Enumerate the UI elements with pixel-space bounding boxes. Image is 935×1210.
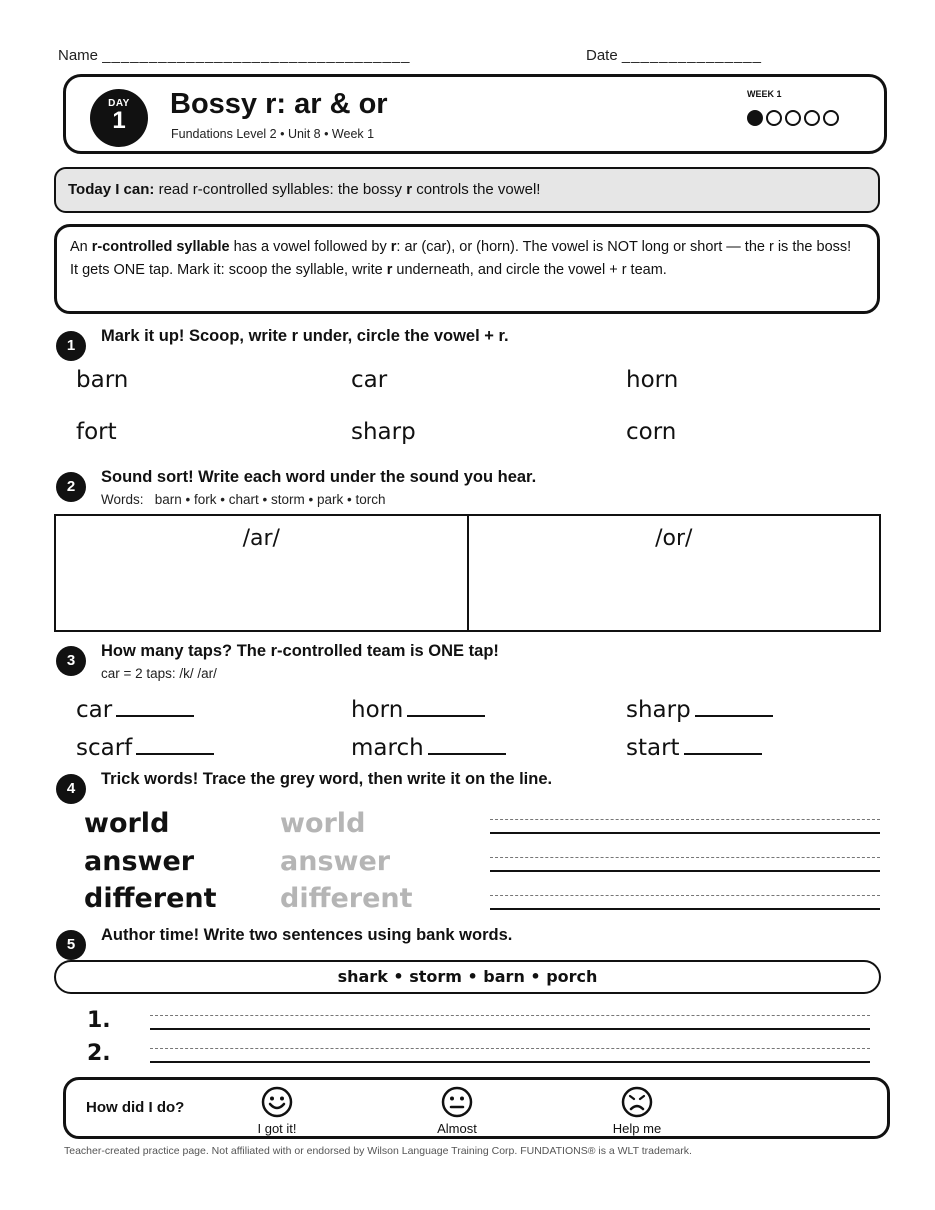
tap-item — [626, 735, 762, 761]
tap-word: horn — [351, 697, 404, 723]
trick-word: world — [84, 808, 170, 839]
section-3-number: 3 — [56, 646, 86, 676]
goal-text-b: controls the vowel! — [412, 181, 541, 198]
sentence-number: 1. — [87, 1008, 111, 1033]
explain-text: underneath, and circle the vowel + r team. — [392, 262, 667, 278]
date-field[interactable] — [586, 47, 762, 64]
page-subtitle: Fundations Level 2 • Unit 8 • Week 1 — [171, 127, 375, 141]
write-line[interactable] — [490, 857, 880, 872]
sort-column-ar[interactable] — [56, 516, 467, 630]
name-label: Name — [58, 47, 103, 64]
tap-word: march — [351, 735, 424, 761]
footer-disclaimer: Teacher-created practice page. Not affiliated with or endorsed by Wilson Language Training Corp. FUNDATIONS® is a WLT trademark. — [64, 1145, 692, 1157]
page-title: Bossy r: ar & or — [170, 88, 388, 120]
day-label: DAY — [108, 98, 130, 109]
week-dot-2 — [766, 110, 782, 126]
section-5-instruction: Author time! Write two sentences using bank words. — [101, 926, 513, 944]
tap-answer-line[interactable] — [116, 697, 194, 717]
name-field[interactable] — [58, 47, 410, 64]
tap-item — [351, 735, 506, 761]
s1-word[interactable]: car — [351, 367, 388, 393]
explain-text: An — [70, 239, 92, 255]
day-number: 1 — [112, 107, 126, 134]
date-blank: _______________ — [621, 47, 762, 64]
tap-example: car = 2 taps: /k/ /ar/ — [101, 666, 217, 681]
rating-option-almost[interactable]: Almost — [437, 1121, 477, 1136]
explain-r: r — [390, 239, 397, 255]
s1-word[interactable]: barn — [76, 367, 129, 393]
s1-word[interactable]: corn — [626, 419, 677, 445]
sentence-number: 2. — [87, 1041, 111, 1066]
goal-heading: Today I can: — [68, 181, 155, 198]
tap-item — [76, 697, 194, 723]
sort-column-or[interactable] — [467, 516, 880, 630]
tap-answer-line[interactable] — [407, 697, 485, 717]
explain-r: r — [386, 262, 393, 278]
tap-item — [626, 697, 773, 723]
section-4-number: 4 — [56, 774, 86, 804]
sort-header-ar: /ar/ — [242, 526, 280, 551]
tap-answer-line[interactable] — [695, 697, 773, 717]
trace-word[interactable]: different — [280, 883, 413, 914]
tap-word: car — [76, 697, 113, 723]
s1-word[interactable]: horn — [626, 367, 679, 393]
tap-item — [76, 735, 214, 761]
section-3-instruction: How many taps? The r-controlled team is ONE tap! — [101, 642, 499, 660]
explain-text: It gets ONE tap. Mark it: scoop the syllable, write — [70, 262, 387, 278]
happy-face-icon[interactable] — [261, 1086, 293, 1118]
tap-answer-line[interactable] — [684, 735, 762, 755]
word-bank: shark • storm • barn • porch — [54, 960, 881, 994]
neutral-face-icon[interactable] — [441, 1086, 473, 1118]
week-progress — [747, 110, 839, 126]
section-1-number: 1 — [56, 331, 86, 361]
tap-answer-line[interactable] — [136, 735, 214, 755]
explanation-line-2 — [70, 259, 863, 282]
learning-goal — [54, 167, 880, 213]
section-4-instruction: Trick words! Trace the grey word, then write it on the line. — [101, 770, 553, 788]
explain-text: has a vowel followed by — [229, 239, 391, 255]
sentence-line[interactable] — [150, 1048, 870, 1063]
section-2-instruction: Sound sort! Write each word under the sound you hear. — [101, 468, 537, 486]
trick-word: answer — [84, 846, 195, 877]
s1-word[interactable]: sharp — [351, 419, 416, 445]
write-line[interactable] — [490, 895, 880, 910]
week-dot-1 — [747, 110, 763, 126]
trick-word: different — [84, 883, 217, 914]
section-2-number: 2 — [56, 472, 86, 502]
explanation-line-1 — [70, 236, 863, 259]
rating-option-got-it[interactable]: I got it! — [257, 1121, 297, 1136]
sentence-line[interactable] — [150, 1015, 870, 1030]
explain-text: : ar (car), or (horn). The vowel is NOT long or short — the r is the boss! — [396, 239, 852, 255]
sort-word-list: Words: barn • fork • chart • storm • park • torch — [101, 492, 386, 507]
trace-word[interactable]: world — [280, 808, 366, 839]
week-label: WEEK 1 — [747, 89, 782, 99]
tap-word: sharp — [626, 697, 691, 723]
section-1-instruction: Mark it up! Scoop, write r under, circle the vowel + r. — [101, 327, 509, 345]
s1-word[interactable]: fort — [76, 419, 117, 445]
section-5-number: 5 — [56, 930, 86, 960]
tap-word: scarf — [76, 735, 133, 761]
sound-sort-table — [54, 514, 881, 632]
tap-item — [351, 697, 485, 723]
self-rating-label: How did I do? — [86, 1099, 185, 1116]
week-dot-4 — [804, 110, 820, 126]
explanation-box — [54, 224, 880, 314]
write-line[interactable] — [490, 819, 880, 834]
tap-answer-line[interactable] — [428, 735, 506, 755]
goal-text-a: read r-controlled syllables: the bossy — [154, 181, 407, 198]
trace-word[interactable]: answer — [280, 846, 391, 877]
week-dot-5 — [823, 110, 839, 126]
goal-r: r — [406, 181, 413, 198]
explain-term: r-controlled syllable — [91, 239, 230, 255]
rating-option-help-me[interactable]: Help me — [612, 1121, 662, 1136]
name-blank: _________________________________ — [102, 47, 411, 64]
tap-word: start — [626, 735, 680, 761]
day-badge — [90, 89, 148, 147]
sad-face-icon[interactable] — [621, 1086, 653, 1118]
date-label: Date — [586, 47, 622, 64]
sort-header-or: /or/ — [655, 526, 693, 551]
week-dot-3 — [785, 110, 801, 126]
